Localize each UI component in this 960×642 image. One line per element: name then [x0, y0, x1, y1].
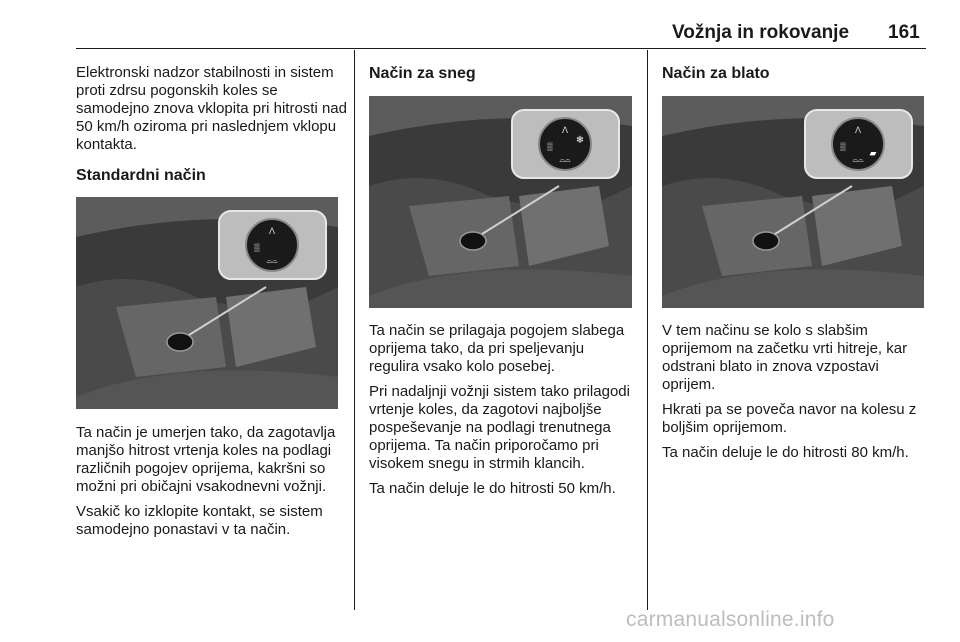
header-rule [76, 48, 926, 49]
mode-label-mud-bottom: ⌓⌓ [852, 157, 864, 164]
console-illustration-snow [369, 96, 632, 308]
page-number: 161 [888, 22, 920, 43]
section-heading-snow: Način za sneg [369, 65, 476, 82]
standard-mode-description: Ta način je umerjen tako, da zagotavlja manjšo hitrost vrtenja koles na podlagi različnih pogojev oprijema, kakršni so možni pri običajni vsakodnevni vožnji. [76, 424, 336, 495]
page-header-title: Vožnja in rokovanje [672, 22, 850, 43]
column-3-body [662, 322, 932, 469]
snow-mode-detail: Pri nadaljnji vožnji sistem tako prilagodi vrtenje koles, da zagotovi najboljše pospeševanje na podlagi trenutnega oprijema. Ta način priporočamo pri visokem snegu in strmih klancih. [369, 383, 630, 472]
console-illustration-mud [662, 96, 924, 308]
mode-label-snow-left: ▒ [547, 142, 553, 151]
figure-mud-mode [662, 96, 924, 308]
mode-label-snow-top: Λ [561, 125, 569, 135]
mode-label-mud-top: Λ [854, 125, 862, 135]
column-1-body [76, 424, 348, 546]
figure-snow-mode [369, 96, 632, 308]
section-heading-standard: Standardni način [76, 167, 206, 184]
mode-label-standard-left: ▒ [254, 243, 260, 252]
mode-label-standard-top: Λ [268, 226, 276, 236]
watermark: carmanualsonline.info [626, 608, 835, 631]
mode-label-snow-bottom: ⌓⌓ [559, 157, 571, 164]
section-heading-mud: Način za blato [662, 65, 770, 82]
column-1 [76, 64, 348, 186]
console-illustration-standard [76, 197, 338, 409]
snow-mode-selected-icon: ❄ [575, 135, 585, 146]
column-2 [369, 64, 635, 84]
mud-mode-description: V tem načinu se kolo s slabšim oprijemom na začetku vrti hitreje, kar odstrani blato in znova vzpostavi oprijem. [662, 322, 908, 393]
mud-mode-selected-icon: ▰ [869, 148, 877, 158]
intro-paragraph: Elektronski nadzor stabilnosti in sistem proti zdrsu pogonskih koles se samodejno znova vklopita pri hitrosti nad 50 km/h oziroma pri naslednjem vklopu kontakta. [76, 64, 347, 153]
mud-mode-speed-limit: Ta način deluje le do hitrosti 80 km/h. [662, 444, 909, 461]
figure-standard-mode [76, 197, 338, 409]
column-divider-2 [647, 50, 648, 610]
column-2-body [369, 322, 635, 505]
standard-mode-reset-note: Vsakič ko izklopite kontakt, se sistem samodejno ponastavi v ta način. [76, 503, 323, 538]
column-divider-1 [354, 50, 355, 610]
mud-mode-torque-note: Hkrati pa se poveča navor na kolesu z boljšim oprijemom. [662, 401, 917, 436]
snow-mode-description: Ta način se prilagaja pogojem slabega oprijema tako, da pri speljevanju regulira vsako kolo posebej. [369, 322, 625, 375]
mode-label-mud-left: ▒ [840, 142, 846, 151]
mode-label-standard-bottom: ⌓⌓ [266, 258, 278, 265]
column-3 [662, 64, 932, 84]
snow-mode-speed-limit: Ta način deluje le do hitrosti 50 km/h. [369, 480, 616, 497]
